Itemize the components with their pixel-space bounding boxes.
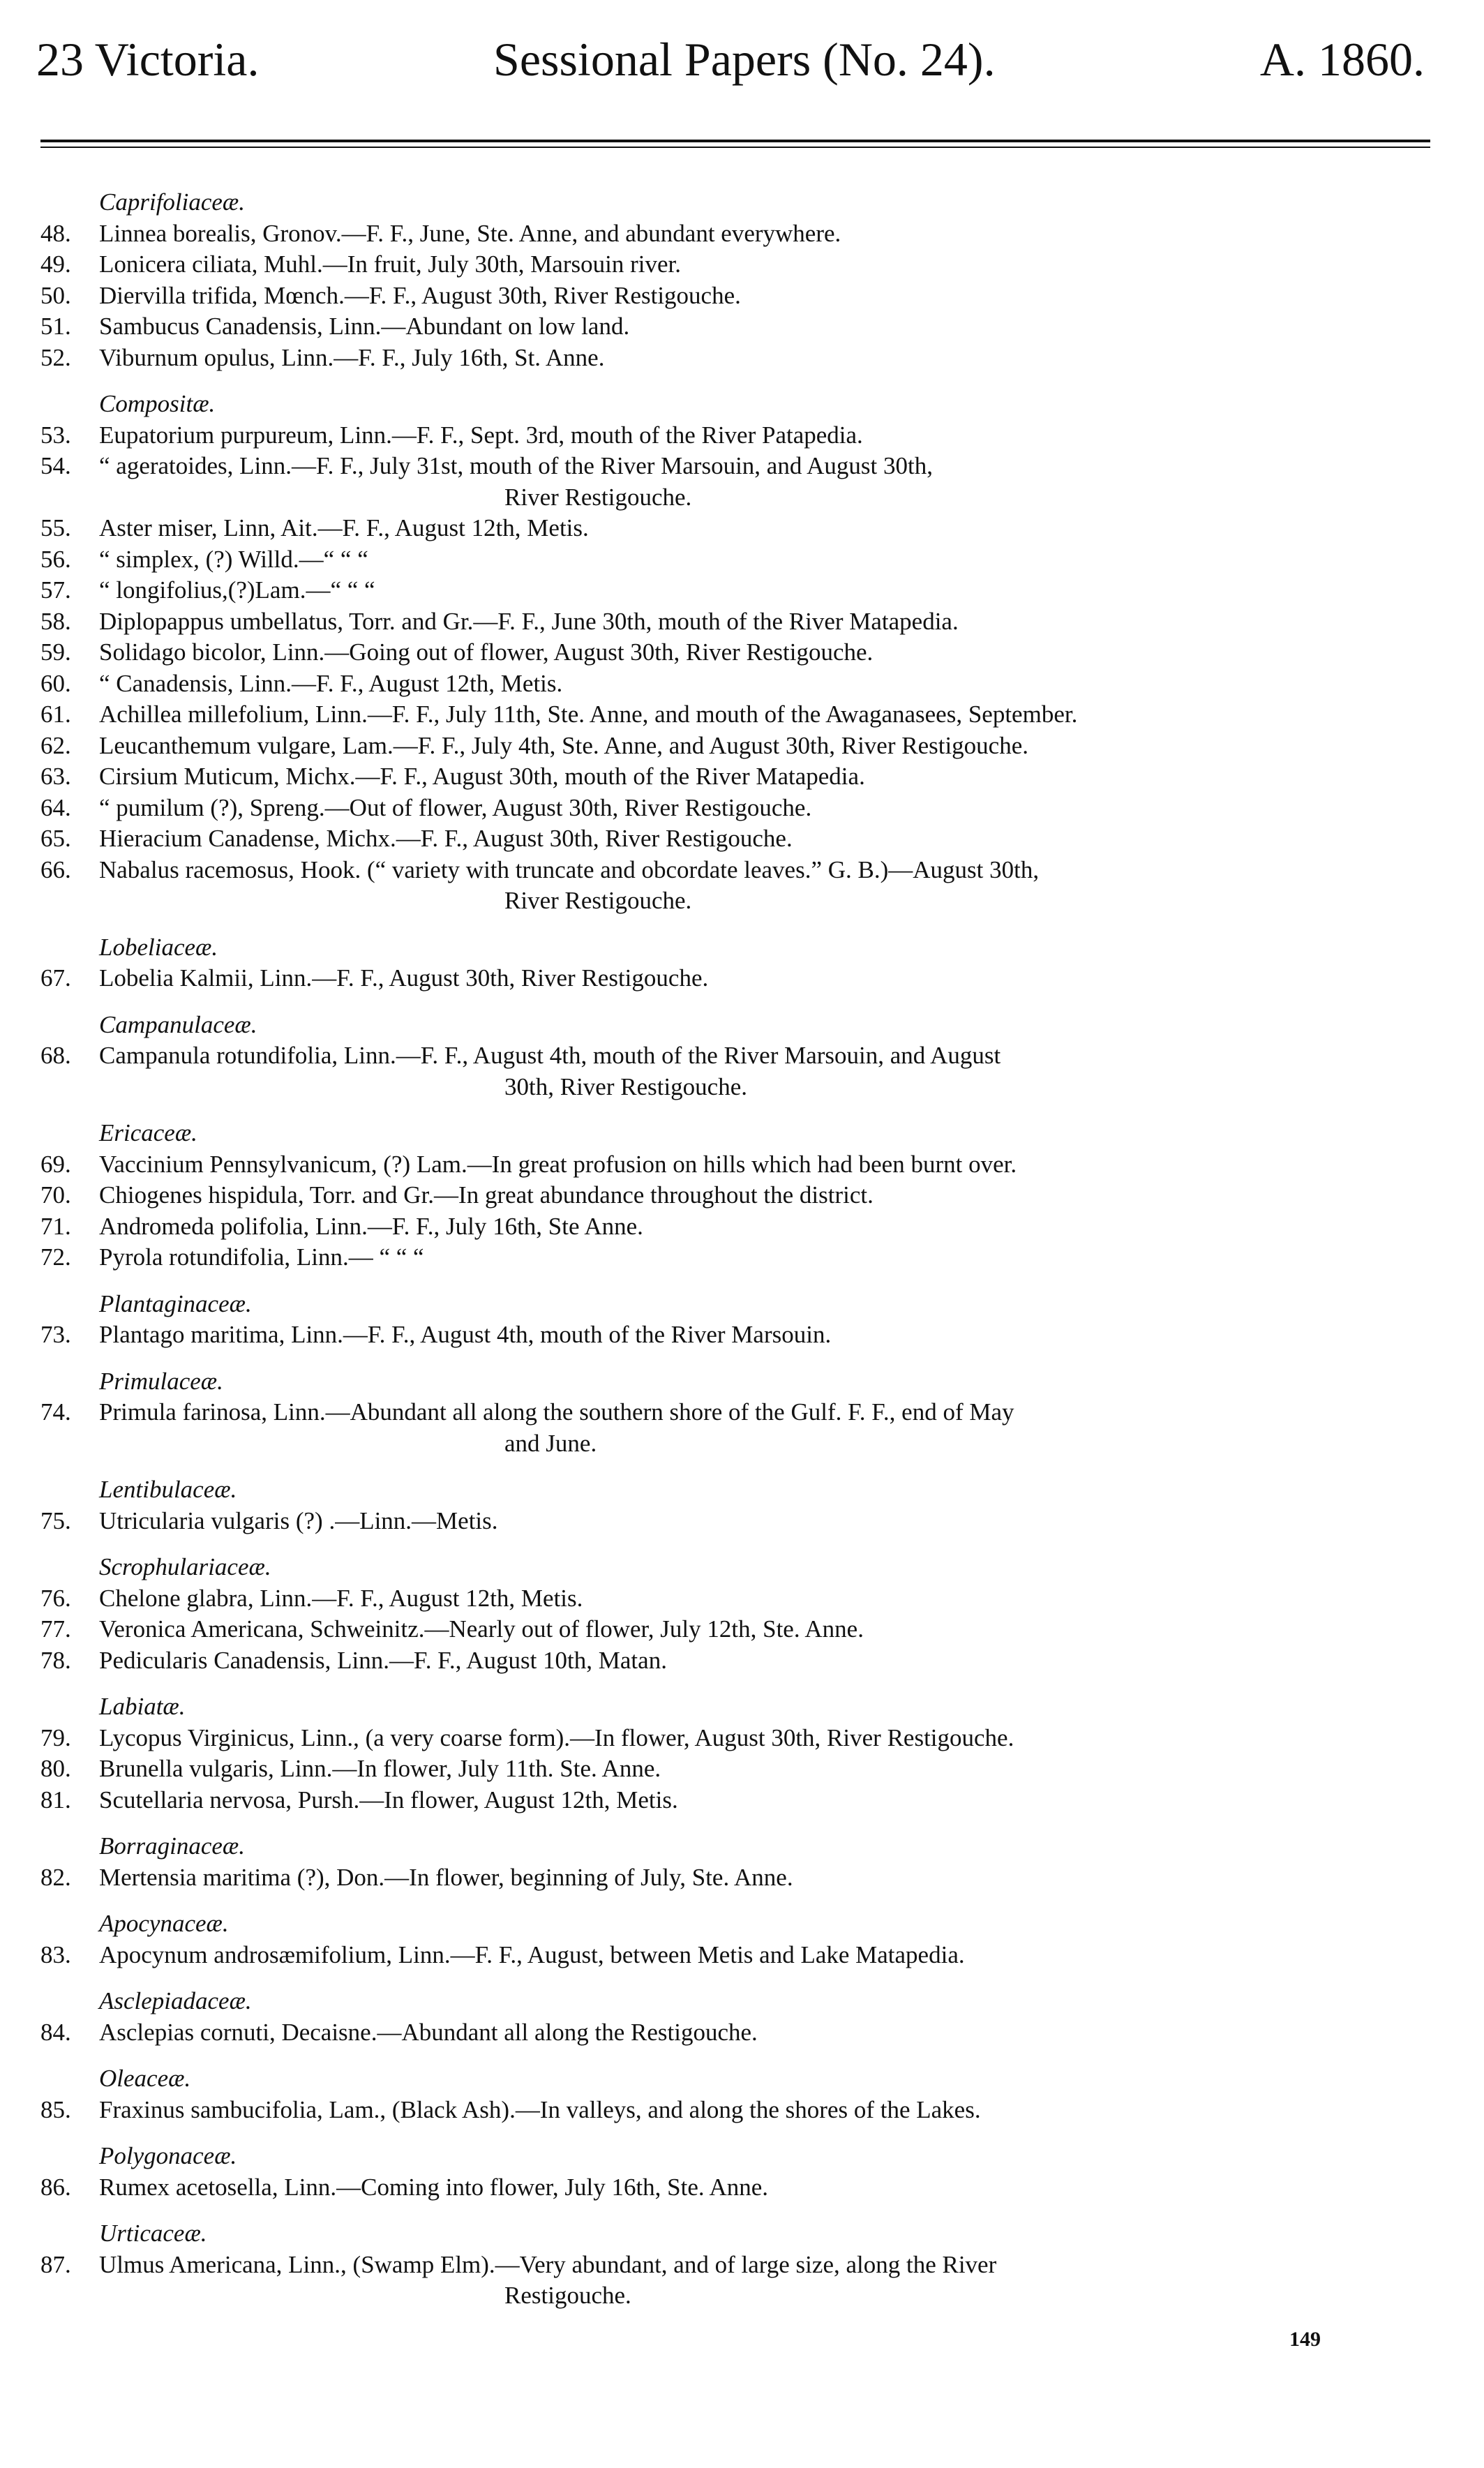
entry-number: 64. xyxy=(40,793,71,821)
entry-text: Utricularia vulgaris (?) .—Linn.—Metis. xyxy=(99,1506,498,1534)
entry-continuation: Restigouche. xyxy=(504,2282,631,2309)
family-heading: Lentibulaceæ. xyxy=(99,1476,237,1503)
species-entry xyxy=(40,1506,1430,1537)
species-entry xyxy=(40,1319,1430,1351)
entry-text: Eupatorium purpureum, Linn.—F. F., Sept. 3rd, mouth of the River Patapedia. xyxy=(99,421,863,449)
entry-text: Fraxinus sambucifolia, Lam., (Black Ash).—In valleys, and along the shores of the Lakes. xyxy=(99,2095,981,2123)
species-entry xyxy=(40,281,1430,312)
entry-text: Brunella vulgaris, Linn.—In flower, July 11th. Ste. Anne. xyxy=(99,1755,661,1782)
entry-text: “ Canadensis, Linn.—F. F., August 12th, Metis. xyxy=(99,669,563,697)
entry-text: Solidago bicolor, Linn.—Going out of flower, August 30th, River Restigouche. xyxy=(99,638,874,666)
species-entry xyxy=(40,311,1430,343)
entry-text: Rumex acetosella, Linn.—Coming into flower, July 16th, Ste. Anne. xyxy=(99,2173,769,2201)
species-list xyxy=(40,187,1430,2312)
species-entry xyxy=(40,1211,1430,1243)
entry-number: 49. xyxy=(40,250,71,278)
family-heading: Plantaginaceæ. xyxy=(99,1289,252,1317)
species-entry xyxy=(40,1723,1430,1754)
family-heading: Compositæ. xyxy=(99,390,216,417)
entry-number: 77. xyxy=(40,1615,71,1643)
entry-text: Pedicularis Canadensis, Linn.—F. F., August 10th, Matan. xyxy=(99,1646,667,1674)
species-entry xyxy=(40,575,1430,606)
entry-text: Mertensia maritima (?), Don.—In flower, beginning of July, Ste. Anne. xyxy=(99,1863,793,1891)
family-heading: Scrophulariaceæ. xyxy=(99,1553,271,1580)
entry-text: Linnea borealis, Gronov.—F. F., June, Ste. Anne, and abundant everywhere. xyxy=(99,219,841,247)
entry-number: 74. xyxy=(40,1398,71,1426)
entry-text: Chelone glabra, Linn.—F. F., August 12th, Metis. xyxy=(99,1584,583,1612)
entry-number: 75. xyxy=(40,1506,71,1534)
header-rule-thick xyxy=(40,140,1430,142)
species-entry xyxy=(40,2172,1430,2204)
family-heading: Apocynaceæ. xyxy=(99,1910,229,1937)
family-heading: Primulaceæ. xyxy=(99,1367,223,1395)
running-header xyxy=(36,28,1425,91)
species-entry xyxy=(40,544,1430,576)
family-heading: Lobeliaceæ. xyxy=(99,933,218,961)
species-entry xyxy=(40,1753,1430,1785)
entry-text: Cirsium Muticum, Michx.—F. F., August 30th, mouth of the River Matapedia. xyxy=(99,763,865,790)
entry-number: 52. xyxy=(40,343,71,371)
family-heading: Borraginaceæ. xyxy=(99,1832,246,1860)
entry-number: 81. xyxy=(40,1786,71,1813)
entry-text: Veronica Americana, Schweinitz.—Nearly out of flower, July 12th, Ste. Anne. xyxy=(99,1615,864,1643)
entry-number: 60. xyxy=(40,669,71,697)
entry-number: 57. xyxy=(40,576,71,604)
entry-text: Plantago maritima, Linn.—F. F., August 4th, mouth of the River Marsouin. xyxy=(99,1321,832,1348)
entry-text: Diervilla trifida, Mœnch.—F. F., August 30th, River Restigouche. xyxy=(99,281,741,309)
entry-text: Nabalus racemosus, Hook. (“ variety with truncate and obcordate leaves.” G. B.)—August 30th, xyxy=(99,855,1040,883)
family-heading: Labiatæ. xyxy=(99,1693,186,1720)
entry-text: Chiogenes hispidula, Torr. and Gr.—In great abundance throughout the district. xyxy=(99,1181,874,1209)
species-entry xyxy=(40,218,1430,250)
entry-text: Lycopus Virginicus, Linn., (a very coarse form).—In flower, August 30th, River Restigouche. xyxy=(99,1723,1014,1751)
species-entry xyxy=(40,1149,1430,1181)
entry-number: 56. xyxy=(40,545,71,573)
entry-number: 58. xyxy=(40,607,71,635)
entry-number: 53. xyxy=(40,421,71,449)
entry-text: Sambucus Canadensis, Linn.—Abundant on low land. xyxy=(99,313,630,340)
entry-number: 51. xyxy=(40,313,71,340)
entry-text: Leucanthemum vulgare, Lam.—F. F., July 4th, Ste. Anne, and August 30th, River Restigouche. xyxy=(99,731,1028,759)
species-entry xyxy=(40,513,1430,544)
family-heading: Caprifoliaceæ. xyxy=(99,188,246,216)
species-entry xyxy=(40,343,1430,374)
entry-number: 67. xyxy=(40,964,71,992)
entry-number: 68. xyxy=(40,1042,71,1069)
entry-text: Andromeda polifolia, Linn.—F. F., July 16th, Ste Anne. xyxy=(99,1212,643,1240)
entry-number: 86. xyxy=(40,2173,71,2201)
entry-number: 78. xyxy=(40,1646,71,1674)
entry-text: Lobelia Kalmii, Linn.—F. F., August 30th, River Restigouche. xyxy=(99,964,709,992)
entry-text: Scutellaria nervosa, Pursh.—In flower, August 12th, Metis. xyxy=(99,1786,678,1813)
header-year: A. 1860. xyxy=(1259,33,1425,86)
entry-number: 84. xyxy=(40,2018,71,2046)
species-entry xyxy=(40,249,1430,281)
entry-number: 71. xyxy=(40,1212,71,1240)
species-entry xyxy=(40,1180,1430,1211)
entry-number: 72. xyxy=(40,1243,71,1271)
species-entry xyxy=(40,1785,1430,1816)
species-entry xyxy=(40,731,1430,762)
entry-text: Hieracium Canadense, Michx.—F. F., August 30th, River Restigouche. xyxy=(99,825,793,852)
entry-continuation: River Restigouche. xyxy=(504,887,692,914)
species-entry xyxy=(40,2095,1430,2126)
entry-number: 55. xyxy=(40,514,71,541)
family-heading: Urticaceæ. xyxy=(99,2220,207,2247)
header-rule-thin xyxy=(40,147,1430,148)
entry-number: 87. xyxy=(40,2250,71,2278)
entry-number: 54. xyxy=(40,452,71,479)
species-entry xyxy=(40,855,1430,917)
entry-number: 73. xyxy=(40,1321,71,1348)
species-entry xyxy=(40,1242,1430,1273)
entry-number: 61. xyxy=(40,701,71,728)
entry-number: 65. xyxy=(40,825,71,852)
entry-number: 59. xyxy=(40,638,71,666)
entry-text: “ simplex, (?) Willd.—“ “ “ xyxy=(99,545,368,573)
entry-number: 69. xyxy=(40,1150,71,1178)
entry-number: 79. xyxy=(40,1723,71,1751)
family-heading: Oleaceæ. xyxy=(99,2065,191,2092)
species-entry xyxy=(40,451,1430,513)
entry-text: “ pumilum (?), Spreng.—Out of flower, August 30th, River Restigouche. xyxy=(99,793,812,821)
header-session: 23 Victoria. xyxy=(36,33,260,86)
species-entry xyxy=(40,699,1430,731)
entry-number: 62. xyxy=(40,731,71,759)
entry-continuation: 30th, River Restigouche. xyxy=(504,1072,748,1100)
species-entry xyxy=(40,2250,1430,2312)
entry-text: Aster miser, Linn, Ait.—F. F., August 12th, Metis. xyxy=(99,514,589,541)
entry-continuation: River Restigouche. xyxy=(504,483,692,511)
species-entry xyxy=(40,606,1430,638)
entry-number: 76. xyxy=(40,1584,71,1612)
header-title: Sessional Papers (No. 24). xyxy=(493,33,996,86)
species-entry xyxy=(40,1040,1430,1102)
species-entry xyxy=(40,761,1430,793)
entry-text: “ longifolius,(?)Lam.—“ “ “ xyxy=(99,576,375,604)
species-entry xyxy=(40,637,1430,668)
entry-text: Apocynum androsæmifolium, Linn.—F. F., August, between Metis and Lake Matapedia. xyxy=(99,1940,965,1968)
entry-text: Pyrola rotundifolia, Linn.— “ “ “ xyxy=(99,1243,424,1271)
family-heading: Asclepiadaceæ. xyxy=(99,1987,252,2014)
species-entry xyxy=(40,963,1430,994)
species-entry xyxy=(40,2017,1430,2049)
entry-text: Diplopappus umbellatus, Torr. and Gr.—F. F., June 30th, mouth of the River Matapedia. xyxy=(99,607,959,635)
entry-text: Ulmus Americana, Linn., (Swamp Elm).—Very abundant, and of large size, along the River xyxy=(99,2250,997,2278)
entry-number: 83. xyxy=(40,1940,71,1968)
entry-number: 70. xyxy=(40,1181,71,1209)
species-entry xyxy=(40,1614,1430,1645)
entry-number: 85. xyxy=(40,2095,71,2123)
family-heading: Polygonaceæ. xyxy=(99,2142,237,2169)
page-number: 149 xyxy=(1289,2328,1321,2351)
entry-text: Vaccinium Pennsylvanicum, (?) Lam.—In great profusion on hills which had been burnt over. xyxy=(99,1150,1017,1178)
entry-number: 82. xyxy=(40,1863,71,1891)
entry-number: 80. xyxy=(40,1755,71,1782)
entry-number: 48. xyxy=(40,219,71,247)
species-entry xyxy=(40,1940,1430,1971)
species-entry xyxy=(40,1645,1430,1677)
entry-text: Lonicera ciliata, Muhl.—In fruit, July 30th, Marsouin river. xyxy=(99,250,681,278)
species-entry xyxy=(40,1862,1430,1894)
species-entry xyxy=(40,823,1430,855)
entry-text: Asclepias cornuti, Decaisne.—Abundant all along the Restigouche. xyxy=(99,2018,758,2046)
species-entry xyxy=(40,1583,1430,1615)
species-entry xyxy=(40,793,1430,824)
species-entry xyxy=(40,668,1430,700)
entry-text: Achillea millefolium, Linn.—F. F., July 11th, Ste. Anne, and mouth of the Awaganasees, September. xyxy=(99,701,1078,728)
entry-number: 66. xyxy=(40,855,71,883)
entry-text: Primula farinosa, Linn.—Abundant all along the southern shore of the Gulf. F. F., end of May xyxy=(99,1398,1014,1426)
entry-text: Campanula rotundifolia, Linn.—F. F., August 4th, mouth of the River Marsouin, and August xyxy=(99,1042,1001,1069)
entry-text: “ ageratoides, Linn.—F. F., July 31st, mouth of the River Marsouin, and August 30th, xyxy=(99,452,933,479)
entry-number: 50. xyxy=(40,281,71,309)
entry-continuation: and June. xyxy=(504,1429,597,1457)
species-entry xyxy=(40,1397,1430,1459)
family-heading: Campanulaceæ. xyxy=(99,1010,257,1038)
entry-text: Viburnum opulus, Linn.—F. F., July 16th, St. Anne. xyxy=(99,343,605,371)
entry-number: 63. xyxy=(40,763,71,790)
species-entry xyxy=(40,420,1430,451)
family-heading: Ericaceæ. xyxy=(99,1119,197,1146)
